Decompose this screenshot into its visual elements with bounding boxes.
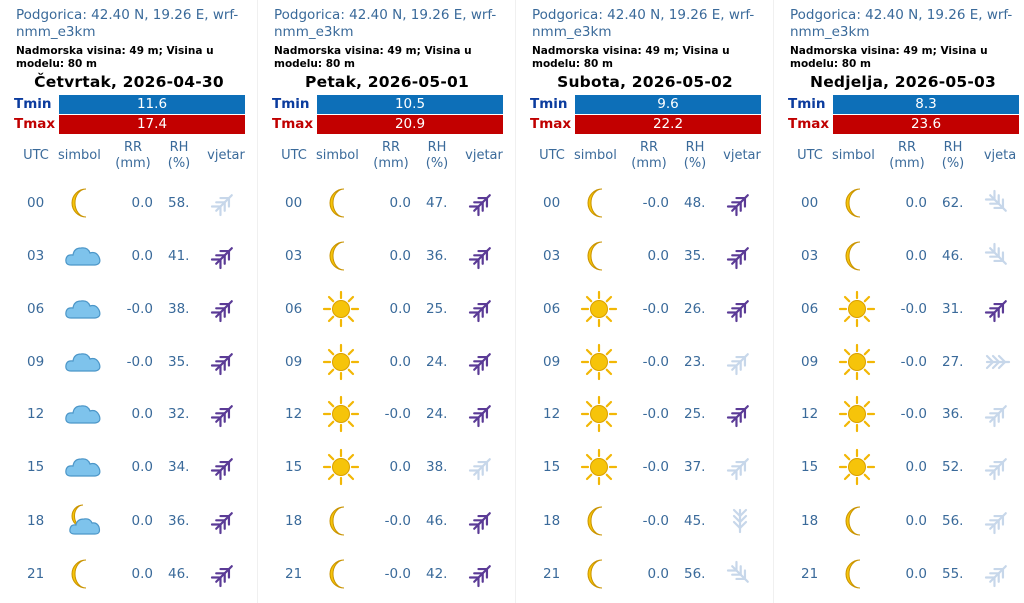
cloud-icon — [63, 236, 103, 276]
location-title: Podgorica: 42.40 N, 19.26 E, wrf-nmm_e3km — [790, 7, 1013, 40]
wind-arrow-icon — [726, 507, 754, 535]
precipitation-value: 0.0 — [647, 566, 669, 582]
humidity-value: 41. — [168, 248, 190, 264]
tmax-label: Tmax — [788, 116, 830, 132]
precipitation-value: 0.0 — [131, 566, 153, 582]
tmin-value: 8.3 — [833, 95, 1019, 114]
header-symbol: simbol — [58, 148, 101, 163]
sun-icon — [837, 289, 877, 329]
humidity-value: 56. — [942, 513, 964, 529]
cloud-icon — [63, 289, 103, 329]
utc-hour: 00 — [285, 195, 303, 211]
precipitation-value: -0.0 — [900, 406, 927, 422]
tmax-label: Tmax — [530, 116, 572, 132]
precipitation-value: 0.0 — [389, 248, 411, 264]
header-rh: RH — [427, 140, 447, 155]
tmin-label: Tmin — [272, 96, 310, 112]
utc-hour: 09 — [27, 354, 45, 370]
precipitation-value: 0.0 — [131, 513, 153, 529]
header-rr-unit: (mm) — [631, 156, 667, 171]
header-rr-unit: (mm) — [373, 156, 409, 171]
cloud-icon — [63, 447, 103, 487]
sun-icon — [579, 289, 619, 329]
precipitation-value: 0.0 — [131, 406, 153, 422]
tmin-value: 11.6 — [59, 95, 245, 114]
day-column — [0, 0, 258, 603]
utc-hour: 00 — [543, 195, 561, 211]
humidity-value: 36. — [426, 248, 448, 264]
wind-arrow-icon — [984, 242, 1012, 270]
tmax-value: 20.9 — [317, 115, 503, 134]
humidity-value: 25. — [684, 406, 706, 422]
header-wind: vjetar — [723, 148, 761, 163]
header-symbol: simbol — [316, 148, 359, 163]
location-title: Podgorica: 42.40 N, 19.26 E, wrf-nmm_e3km — [274, 7, 497, 40]
header-utc: UTC — [797, 148, 823, 163]
sun-icon — [579, 394, 619, 434]
cloud-icon — [63, 394, 103, 434]
precipitation-value: -0.0 — [642, 301, 669, 317]
humidity-value: 23. — [684, 354, 706, 370]
utc-hour: 03 — [801, 248, 819, 264]
precipitation-value: 0.0 — [389, 195, 411, 211]
sun-icon — [579, 447, 619, 487]
wind-arrow-icon — [468, 295, 496, 323]
humidity-value: 24. — [426, 406, 448, 422]
utc-hour: 18 — [27, 513, 45, 529]
humidity-value: 36. — [942, 406, 964, 422]
day-column — [774, 0, 1024, 603]
header-rh-unit: (%) — [941, 156, 965, 171]
humidity-value: 35. — [168, 354, 190, 370]
header-symbol: simbol — [832, 148, 875, 163]
header-rh-unit: (%) — [425, 156, 449, 171]
humidity-value: 25. — [426, 301, 448, 317]
header-symbol: simbol — [574, 148, 617, 163]
humidity-value: 34. — [168, 459, 190, 475]
humidity-value: 37. — [684, 459, 706, 475]
day-column — [258, 0, 516, 603]
wind-arrow-icon — [984, 400, 1012, 428]
precipitation-value: 0.0 — [131, 195, 153, 211]
precipitation-value: -0.0 — [900, 301, 927, 317]
moon-icon — [63, 183, 103, 223]
utc-hour: 00 — [27, 195, 45, 211]
moon-icon — [579, 501, 619, 541]
utc-hour: 18 — [285, 513, 303, 529]
wind-arrow-icon — [984, 348, 1012, 376]
day-heading: Petak, 2026-05-01 — [305, 73, 469, 91]
wind-arrow-icon — [726, 242, 754, 270]
humidity-value: 62. — [942, 195, 964, 211]
wind-arrow-icon — [210, 560, 238, 588]
humidity-value: 36. — [168, 513, 190, 529]
humidity-value: 48. — [684, 195, 706, 211]
day-column — [516, 0, 774, 603]
precipitation-value: -0.0 — [642, 354, 669, 370]
header-rh-unit: (%) — [683, 156, 707, 171]
utc-hour: 15 — [543, 459, 561, 475]
wind-arrow-icon — [468, 242, 496, 270]
humidity-value: 38. — [426, 459, 448, 475]
precipitation-value: -0.0 — [126, 301, 153, 317]
wind-arrow-icon — [726, 295, 754, 323]
moon-icon — [837, 501, 877, 541]
precipitation-value: -0.0 — [642, 459, 669, 475]
utc-hour: 06 — [27, 301, 45, 317]
sun-icon — [837, 447, 877, 487]
wind-arrow-icon — [210, 189, 238, 217]
humidity-value: 32. — [168, 406, 190, 422]
moon-icon — [321, 183, 361, 223]
utc-hour: 18 — [543, 513, 561, 529]
precipitation-value: -0.0 — [384, 513, 411, 529]
humidity-value: 45. — [684, 513, 706, 529]
header-utc: UTC — [23, 148, 49, 163]
humidity-value: 55. — [942, 566, 964, 582]
moon-icon — [63, 554, 103, 594]
day-heading: Nedjelja, 2026-05-03 — [810, 73, 996, 91]
header-rr-unit: (mm) — [115, 156, 151, 171]
sun-icon — [321, 447, 361, 487]
header-utc: UTC — [281, 148, 307, 163]
wind-arrow-icon — [726, 189, 754, 217]
header-wind: vjetar — [465, 148, 503, 163]
tmin-value: 10.5 — [317, 95, 503, 114]
wind-arrow-icon — [984, 189, 1012, 217]
precipitation-value: -0.0 — [384, 406, 411, 422]
precipitation-value: 0.0 — [905, 566, 927, 582]
location-title: Podgorica: 42.40 N, 19.26 E, wrf-nmm_e3km — [532, 7, 755, 40]
utc-hour: 21 — [27, 566, 45, 582]
precipitation-value: 0.0 — [389, 459, 411, 475]
sun-icon — [579, 342, 619, 382]
utc-hour: 06 — [801, 301, 819, 317]
precipitation-value: 0.0 — [131, 248, 153, 264]
moon-icon — [579, 554, 619, 594]
header-utc: UTC — [539, 148, 565, 163]
utc-hour: 15 — [285, 459, 303, 475]
precipitation-value: 0.0 — [389, 301, 411, 317]
header-rh-unit: (%) — [167, 156, 191, 171]
header-rr-unit: (mm) — [889, 156, 925, 171]
header-rr: RR — [381, 140, 401, 155]
utc-hour: 09 — [285, 354, 303, 370]
wind-arrow-icon — [210, 400, 238, 428]
humidity-value: 26. — [684, 301, 706, 317]
utc-hour: 06 — [543, 301, 561, 317]
precipitation-value: 0.0 — [905, 195, 927, 211]
sun-icon — [321, 394, 361, 434]
location-title: Podgorica: 42.40 N, 19.26 E, wrf-nmm_e3km — [16, 7, 239, 40]
humidity-value: 46. — [426, 513, 448, 529]
moon-icon — [321, 236, 361, 276]
precipitation-value: 0.0 — [905, 248, 927, 264]
humidity-value: 35. — [684, 248, 706, 264]
utc-hour: 00 — [801, 195, 819, 211]
wind-arrow-icon — [726, 348, 754, 376]
moon-icon — [837, 554, 877, 594]
humidity-value: 27. — [942, 354, 964, 370]
humidity-value: 52. — [942, 459, 964, 475]
header-rr: RR — [123, 140, 143, 155]
tmin-label: Tmin — [788, 96, 826, 112]
wind-arrow-icon — [210, 242, 238, 270]
humidity-value: 38. — [168, 301, 190, 317]
utc-hour: 12 — [285, 406, 303, 422]
utc-hour: 09 — [801, 354, 819, 370]
sun-icon — [837, 342, 877, 382]
wind-arrow-icon — [210, 453, 238, 481]
moon-icon — [321, 501, 361, 541]
moon-cloud-icon — [63, 501, 103, 541]
wind-arrow-icon — [726, 400, 754, 428]
utc-hour: 12 — [801, 406, 819, 422]
tmin-label: Tmin — [530, 96, 568, 112]
utc-hour: 15 — [27, 459, 45, 475]
sun-icon — [321, 289, 361, 329]
wind-arrow-icon — [468, 560, 496, 588]
precipitation-value: -0.0 — [126, 354, 153, 370]
wind-arrow-icon — [984, 453, 1012, 481]
precipitation-value: 0.0 — [905, 459, 927, 475]
tmax-value: 17.4 — [59, 115, 245, 134]
wind-arrow-icon — [468, 400, 496, 428]
tmin-value: 9.6 — [575, 95, 761, 114]
wind-arrow-icon — [468, 453, 496, 481]
humidity-value: 24. — [426, 354, 448, 370]
wind-arrow-icon — [726, 560, 754, 588]
header-rr: RR — [897, 140, 917, 155]
humidity-value: 46. — [942, 248, 964, 264]
utc-hour: 21 — [285, 566, 303, 582]
humidity-value: 42. — [426, 566, 448, 582]
wind-arrow-icon — [468, 507, 496, 535]
utc-hour: 12 — [27, 406, 45, 422]
header-rh: RH — [943, 140, 963, 155]
moon-icon — [837, 236, 877, 276]
header-wind: vjeta — [983, 148, 1017, 163]
humidity-value: 58. — [168, 195, 190, 211]
wind-arrow-icon — [984, 295, 1012, 323]
tmin-label: Tmin — [14, 96, 52, 112]
utc-hour: 18 — [801, 513, 819, 529]
precipitation-value: -0.0 — [384, 566, 411, 582]
precipitation-value: -0.0 — [900, 354, 927, 370]
utc-hour: 15 — [801, 459, 819, 475]
moon-icon — [321, 554, 361, 594]
wind-arrow-icon — [468, 189, 496, 217]
header-rh: RH — [685, 140, 705, 155]
humidity-value: 31. — [942, 301, 964, 317]
utc-hour: 06 — [285, 301, 303, 317]
humidity-value: 56. — [684, 566, 706, 582]
tmax-label: Tmax — [272, 116, 314, 132]
humidity-value: 47. — [426, 195, 448, 211]
utc-hour: 03 — [543, 248, 561, 264]
tmax-value: 23.6 — [833, 115, 1019, 134]
elevation-note: Nadmorska visina: 49 m; Visina u modelu: 80 m — [790, 45, 988, 70]
tmax-value: 22.2 — [575, 115, 761, 134]
moon-icon — [579, 183, 619, 223]
wind-arrow-icon — [210, 348, 238, 376]
day-heading: Četvrtak, 2026-04-30 — [34, 73, 224, 91]
moon-icon — [579, 236, 619, 276]
elevation-note: Nadmorska visina: 49 m; Visina u modelu: 80 m — [274, 45, 472, 70]
header-rr: RR — [639, 140, 659, 155]
utc-hour: 09 — [543, 354, 561, 370]
sun-icon — [321, 342, 361, 382]
sun-icon — [837, 394, 877, 434]
precipitation-value: -0.0 — [642, 195, 669, 211]
wind-arrow-icon — [984, 560, 1012, 588]
header-rh: RH — [169, 140, 189, 155]
precipitation-value: 0.0 — [647, 248, 669, 264]
wind-arrow-icon — [210, 295, 238, 323]
utc-hour: 21 — [801, 566, 819, 582]
precipitation-value: 0.0 — [389, 354, 411, 370]
header-wind: vjetar — [207, 148, 245, 163]
elevation-note: Nadmorska visina: 49 m; Visina u modelu: 80 m — [16, 45, 214, 70]
wind-arrow-icon — [726, 453, 754, 481]
tmax-label: Tmax — [14, 116, 56, 132]
utc-hour: 03 — [285, 248, 303, 264]
precipitation-value: -0.0 — [642, 513, 669, 529]
wind-arrow-icon — [210, 507, 238, 535]
utc-hour: 12 — [543, 406, 561, 422]
precipitation-value: 0.0 — [131, 459, 153, 475]
utc-hour: 21 — [543, 566, 561, 582]
wind-arrow-icon — [984, 507, 1012, 535]
wind-arrow-icon — [468, 348, 496, 376]
moon-icon — [837, 183, 877, 223]
day-heading: Subota, 2026-05-02 — [557, 73, 733, 91]
humidity-value: 46. — [168, 566, 190, 582]
precipitation-value: -0.0 — [642, 406, 669, 422]
precipitation-value: 0.0 — [905, 513, 927, 529]
utc-hour: 03 — [27, 248, 45, 264]
elevation-note: Nadmorska visina: 49 m; Visina u modelu: 80 m — [532, 45, 730, 70]
cloud-icon — [63, 342, 103, 382]
